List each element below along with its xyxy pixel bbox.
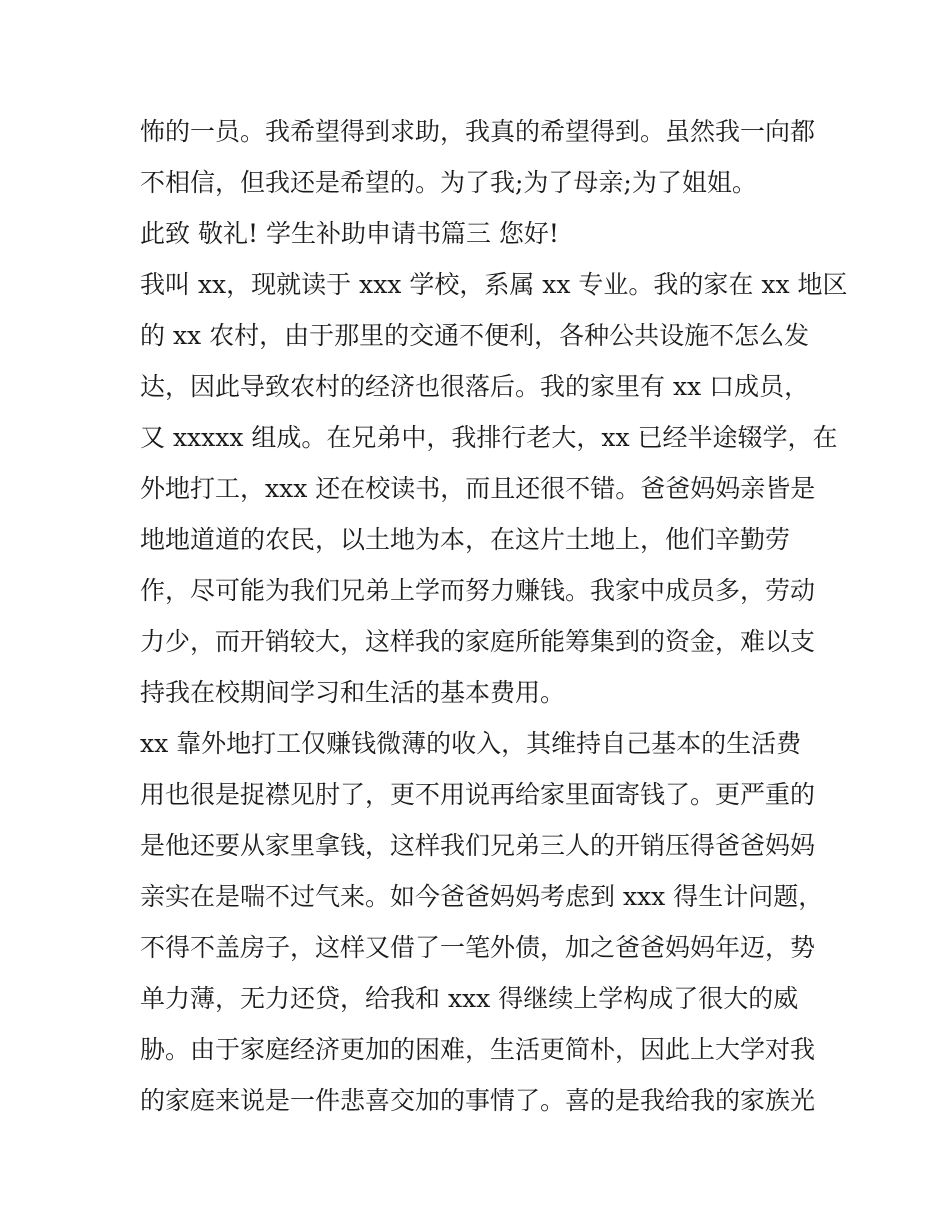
text-line: 胁。由于家庭经济更加的困难，生活更简朴，因此上大学对我	[140, 1035, 816, 1064]
text-line: 亲实在是喘不过气来。如今爸爸妈妈考虑到 xxx 得生计问题，	[140, 882, 824, 911]
text-line: 地地道道的农民，以土地为本，在这片土地上，他们辛勤劳	[140, 525, 791, 554]
text-line: 是他还要从家里拿钱，这样我们兄弟三人的开销压得爸爸妈妈	[140, 831, 816, 860]
text-line: 我叫 xx，现就读于 xxx 学校，系属 xx 专业。我的家在 xx 地区	[140, 270, 848, 299]
text-line: 外地打工，xxx 还在校读书，而且还很不错。爸爸妈妈亲皆是	[140, 474, 816, 503]
text-line: 单力薄，无力还贷，给我和 xxx 得继续上学构成了很大的威	[140, 984, 799, 1013]
text-line: 又 xxxxx 组成。在兄弟中，我排行老大，xx 已经半途辍学，在	[140, 423, 838, 452]
text-line: 用也很是捉襟见肘了，更不用说再给家里面寄钱了。更严重的	[140, 780, 816, 809]
text-line: 力少，而开销较大，这样我的家庭所能筹集到的资金，难以支	[140, 627, 816, 656]
text-line: 不得不盖房子，这样又借了一笔外债，加之爸爸妈妈年迈，势	[140, 933, 816, 962]
text-line: 此致 敬礼! 学生补助申请书篇三 您好!	[140, 219, 559, 248]
text-line: 不相信，但我还是希望的。为了我;为了母亲;为了姐姐。	[140, 168, 757, 197]
text-line: 怖的一员。我希望得到求助，我真的希望得到。虽然我一向都	[140, 117, 816, 146]
text-line: 达，因此导致农村的经济也很落后。我的家里有 xx 口成员，	[140, 372, 810, 401]
document-body	[140, 106, 848, 1126]
text-line: xx 靠外地打工仅赚钱微薄的收入，其维持自己基本的生活费	[140, 729, 802, 758]
text-line: 作，尽可能为我们兄弟上学而努力赚钱。我家中成员多，劳动	[140, 576, 816, 605]
text-line: 持我在校期间学习和生活的基本费用。	[140, 678, 566, 707]
text-line: 的 xx 农村，由于那里的交通不便利，各种公共设施不怎么发	[140, 321, 810, 350]
text-line: 的家庭来说是一件悲喜交加的事情了。喜的是我给我的家族光	[140, 1086, 816, 1115]
